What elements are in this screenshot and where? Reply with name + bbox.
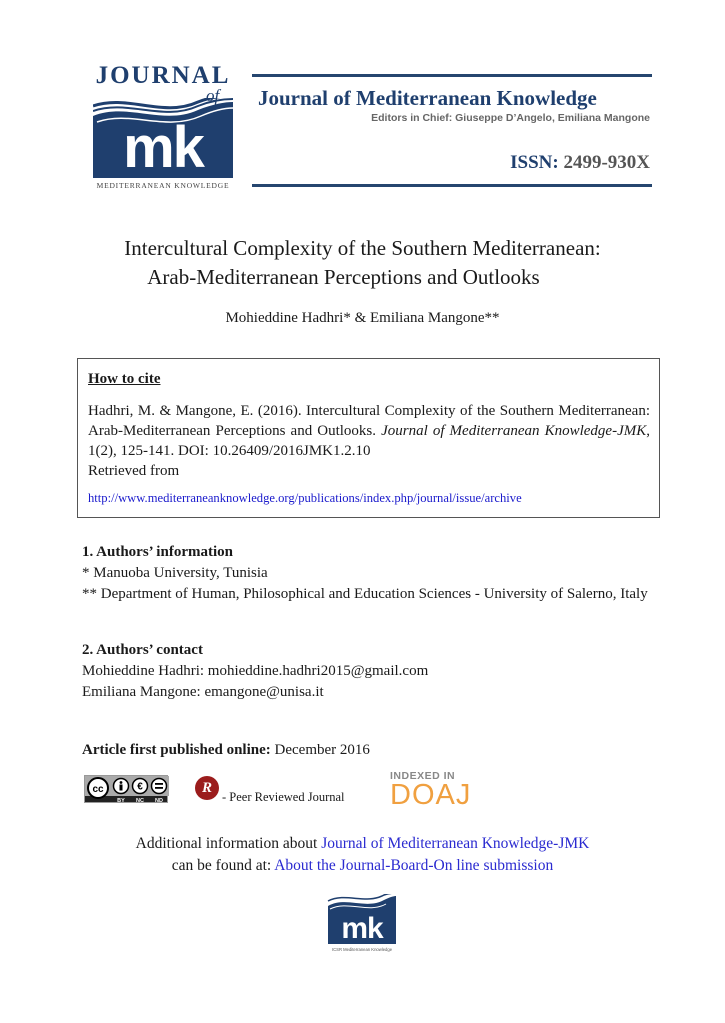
affiliation-1: * Manuoba University, Tunisia [82,565,268,581]
issn [420,152,650,174]
how-to-cite-heading: How to cite [88,371,161,387]
authors-information-heading: 1. Authors’ information [82,544,233,560]
cc-nc-label: NC [136,798,144,804]
logo-subtitle: MEDITERRANEAN KNOWLEDGE [96,181,230,190]
doaj-logo-text: DOAJ [390,779,472,811]
editors-in-chief: Editors in Chief: Giuseppe D’Angelo, Emiliana Mangone [371,112,650,124]
doaj-indexed-in: INDEXED IN [390,770,456,782]
article-authors: Mohieddine Hadhri* & Emiliana Mangone** [225,310,500,326]
logo-of-text: of [206,86,220,105]
authors-information-section [82,542,657,605]
citation-journal: Journal of Mediterranean Knowledge-JMK [381,423,647,439]
additional-information [60,833,665,877]
logo-mk-text: mk [123,115,203,180]
how-to-cite-box [77,358,660,518]
journal-logo [88,62,238,192]
citation-details: , 1(2), 125-141. DOI: 10.26409/2016JMK1.2.10 [88,423,650,459]
header-rule-bottom [252,184,652,187]
footer-logo-subtitle: ICSR Mediterranean Knowledge [331,947,393,952]
cc-nd-label: ND [155,798,163,804]
publication-date-value: December 2016 [270,742,370,758]
citation-main: Hadhri, M. & Mangone, E. (2016). Intercultural Complexity of the Southern Mediterranean: Arab-Mediterranean Perceptions and Outlooks. [88,403,650,439]
citation-text [88,401,650,481]
authors-contact-heading: 2. Authors’ contact [82,642,203,658]
footer-mk-logo [326,894,398,954]
footer-logo-wave-icon [326,894,398,954]
additional-prefix-1: Additional information about [135,835,322,852]
issn-value: 2499-930X [563,152,650,173]
journal-name: Journal of Mediterranean Knowledge [258,86,597,110]
creative-commons-badge[interactable] [84,775,168,803]
additional-line-2 [60,855,665,877]
publication-label: Article first published online: [82,742,271,758]
contact-2: Emiliana Mangone: emangone@unisa.it [82,684,324,700]
doaj-badge[interactable] [390,770,480,811]
cc-by-label: BY [117,798,125,804]
header-rule-top [252,74,652,77]
citation-url-link[interactable]: http://www.mediterraneanknowledge.org/publications/index.php/journal/issue/archive [88,491,522,505]
article-title [60,234,665,292]
journal-link[interactable]: Journal of Mediterranean Knowledge-JMK [321,835,590,852]
footer-logo-mark: mk [341,912,383,945]
authors-contact-section [82,640,657,703]
logo-journal-text: JOURNAL [95,62,231,89]
title-line-2: Arab-Mediterranean Perceptions and Outlooks [147,265,540,289]
additional-prefix-2: can be found at: [171,857,275,874]
svg-text:€: € [137,781,143,793]
cc-text: cc [92,784,104,795]
cc-license-icon [85,776,169,804]
issn-label: ISSN: [510,152,559,173]
about-journal-link[interactable]: About the Journal-Board-On line submission [274,857,554,874]
citation-retrieved: Retrieved from [88,463,180,479]
peer-reviewed-icon: R [195,776,219,800]
additional-line-1 [60,833,665,855]
title-line-1: Intercultural Complexity of the Southern Mediterranean: [124,236,601,260]
contact-1: Mohieddine Hadhri: mohieddine.hadhri2015@gmail.com [82,663,429,679]
publication-date [82,742,370,759]
peer-reviewed-label: - Peer Reviewed Journal [222,790,345,804]
affiliation-2: ** Department of Human, Philosophical and Education Sciences - University of Salerno, Italy [82,586,648,602]
